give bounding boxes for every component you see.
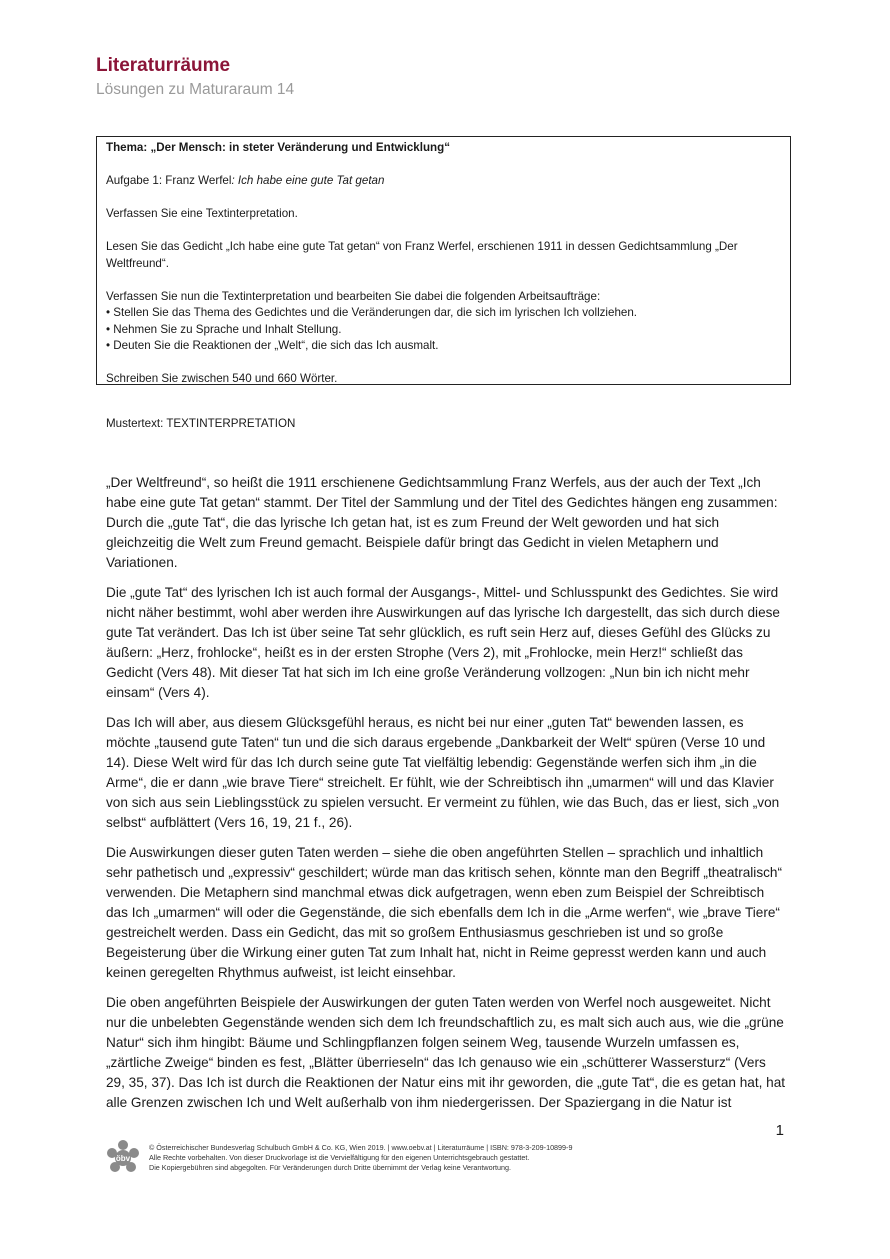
- paragraph: Das Ich will aber, aus diesem Glücksgefühl heraus, es nicht bei nur einer „guten Tat“ bewenden lassen, es möchte „tausend gute Taten“ tun und die sich daraus ergebende „Dankbarkeit der Welt“ spüren (Verse 10 und 14). Diese Welt wird für das Ich durch seine gute Tat vielfältig lebendig: Gegenstände werfen sich ihm „in die Arme“, die er dann „wie brave Tiere“ streichelt. Er fühlt, wie der Schreibtisch ihn „umarmen“ will und das Klavier von sich aus sein Lieblingsstück zu spielen versucht. Er vermeint zu fühlen, wie das Buch, das er liest, sich „von selbst“ aufblättert (Vers 16, 19, 21 f., 26).: [106, 715, 780, 830]
- task-bullet: • Nehmen Sie zu Sprache und Inhalt Stellung.: [106, 322, 342, 336]
- logo-text: öbv: [115, 1154, 131, 1163]
- page-header: [96, 54, 294, 101]
- brand-title: Literaturräume: [96, 55, 231, 76]
- task-word-count: Schreiben Sie zwischen 540 und 660 Wörter.: [106, 372, 338, 385]
- paragraph: Die oben angeführten Beispiele der Auswirkungen der guten Taten werden von Werfel noch ausgeweitet. Nicht nur die unbelebten Gegenstände wenden sich dem Ich freundschaftlich zu, es malt sich auch aus, wie die „grüne Natur“ sich ihm hingibt: Bäume und Schlingpflanzen folgen seinem Weg, tausende Wurzeln umfassen es, „zärtliche Zweige“ binden es fest, „Blätter überrieseln“ das Ich genauso wie ein „schütterer Wassersturz“ (Vers 29, 35, 37). Das Ich ist durch die Reaktionen der Natur eins mit ihr geworden, die „gute Tat“, die es getan hat, hat alle Grenzen zwischen Ich und Welt außerhalb von ihm niedergerissen. Der Spaziergang in die Natur ist: [106, 995, 786, 1110]
- task-box: [96, 136, 791, 385]
- task-list-intro: Verfassen Sie nun die Textinterpretation und bearbeiten Sie dabei die folgenden Arbeitsaufträge:: [106, 289, 601, 303]
- task-theme: Thema: „Der Mensch: in steter Veränderung und Entwicklung“: [106, 141, 451, 154]
- page-subtitle: Lösungen zu Maturaraum 14: [96, 81, 295, 98]
- paragraph: Die Auswirkungen dieser guten Taten werden – siehe die oben angeführten Stellen – sprachlich und inhaltlich sehr pathetisch und „expressiv“ geschildert; würde man das kritisch sehen, könnte man den Begriff „theatralisch“ verwenden. Die Metaphern sind manchmal etwas dick aufgetragen, wenn eben zum Beispiel der Schreibtisch das Ich „umarmen“ will oder die Gegenstände, die sich ebenfalls dem Ich in die „Arme werfen“, wie „brave Tiere“ gestreichelt werden. Dass ein Gedicht, das mit so großem Enthusiasmus geschrieben ist und so große Begeisterung über die Wirkung einer guten Tat zum Inhalt hat, nicht in Reime gepresst werden kann und auch keinen geregelten Rhythmus aufweist, ist leicht einsehbar.: [106, 845, 782, 980]
- page-number: 1: [775, 1122, 784, 1139]
- oebv-logo-icon: [105, 1139, 141, 1175]
- assignment-prefix: Aufgabe 1: Franz Werfel: [106, 174, 232, 187]
- page-footer: [105, 1139, 572, 1175]
- footer-text: [149, 1143, 572, 1173]
- interpretation-text: [106, 473, 788, 1123]
- task-list: [106, 289, 781, 355]
- task-bullet: • Deuten Sie die Reaktionen der „Welt“, die sich das Ich ausmalt.: [106, 339, 439, 352]
- footer-rights: Alle Rechte vorbehalten. Von dieser Druckvorlage ist die Vervielfältigung für den eigenen Unterrichtsgebrauch gestattet.: [149, 1153, 530, 1162]
- paragraph: Die „gute Tat“ des lyrischen Ich ist auch formal der Ausgangs-, Mittel- und Schlusspunkt des Gedichtes. Sie wird nicht näher bestimmt, wohl aber werden ihre Auswirkungen auf das lyrische Ich dargestellt, das sich durch diese gute Tat verändert. Das Ich ist über seine Tat sehr glücklich, es ruft sein Herz auf, dieses Gefühl des Glücks zu äußern: „Herz, frohlocke“, heißt es in der ersten Strophe (Vers 2), mit „Frohlocke, mein Herz!“ schließt das Gedicht (Vers 48). Mit dieser Tat hat sich im Ich eine große Veränderung vollzogen: „Nun bin ich nicht mehr einsam“ (Vers 4).: [106, 585, 780, 700]
- paragraph: „Der Weltfreund“, so heißt die 1911 erschienene Gedichtsammlung Franz Werfels, aus der auch der Text „Ich habe eine gute Tat getan“ stammt. Der Titel der Sammlung und der Titel des Gedichtes hängen eng zusammen: Durch die „gute Tat“, die das lyrische Ich getan hat, ist es zum Freund der Welt geworden und hat sich gleichzeitig die Welt zum Freund gemacht. Beispiele dafür bringt das Gedicht in vielen Metaphern und Variationen.: [106, 475, 778, 570]
- footer-copyright: © Österreichischer Bundesverlag Schulbuch GmbH & Co. KG, Wien 2019. | www.oebv.at | Literaturräume | ISBN: 978-3-209-10899-9: [149, 1143, 573, 1152]
- footer-disclaimer: Die Kopiergebühren sind abgegolten. Für Veränderungen durch Dritte übernimmt der Verlag keine Verantwortung.: [149, 1163, 511, 1172]
- mustertext-label: Mustertext: TEXTINTERPRETATION: [106, 417, 296, 430]
- task-instruction: Verfassen Sie eine Textinterpretation.: [106, 207, 298, 220]
- task-bullet: • Stellen Sie das Thema des Gedichtes und die Veränderungen dar, die sich im lyrischen Ich vollziehen.: [106, 306, 638, 319]
- task-assignment: [106, 173, 781, 190]
- task-reading: Lesen Sie das Gedicht „Ich habe eine gute Tat getan“ von Franz Werfel, erschienen 1911 in dessen Gedichtsammlung „Der Weltfreund“.: [106, 240, 738, 270]
- poem-title: : Ich habe eine gute Tat getan: [231, 174, 385, 187]
